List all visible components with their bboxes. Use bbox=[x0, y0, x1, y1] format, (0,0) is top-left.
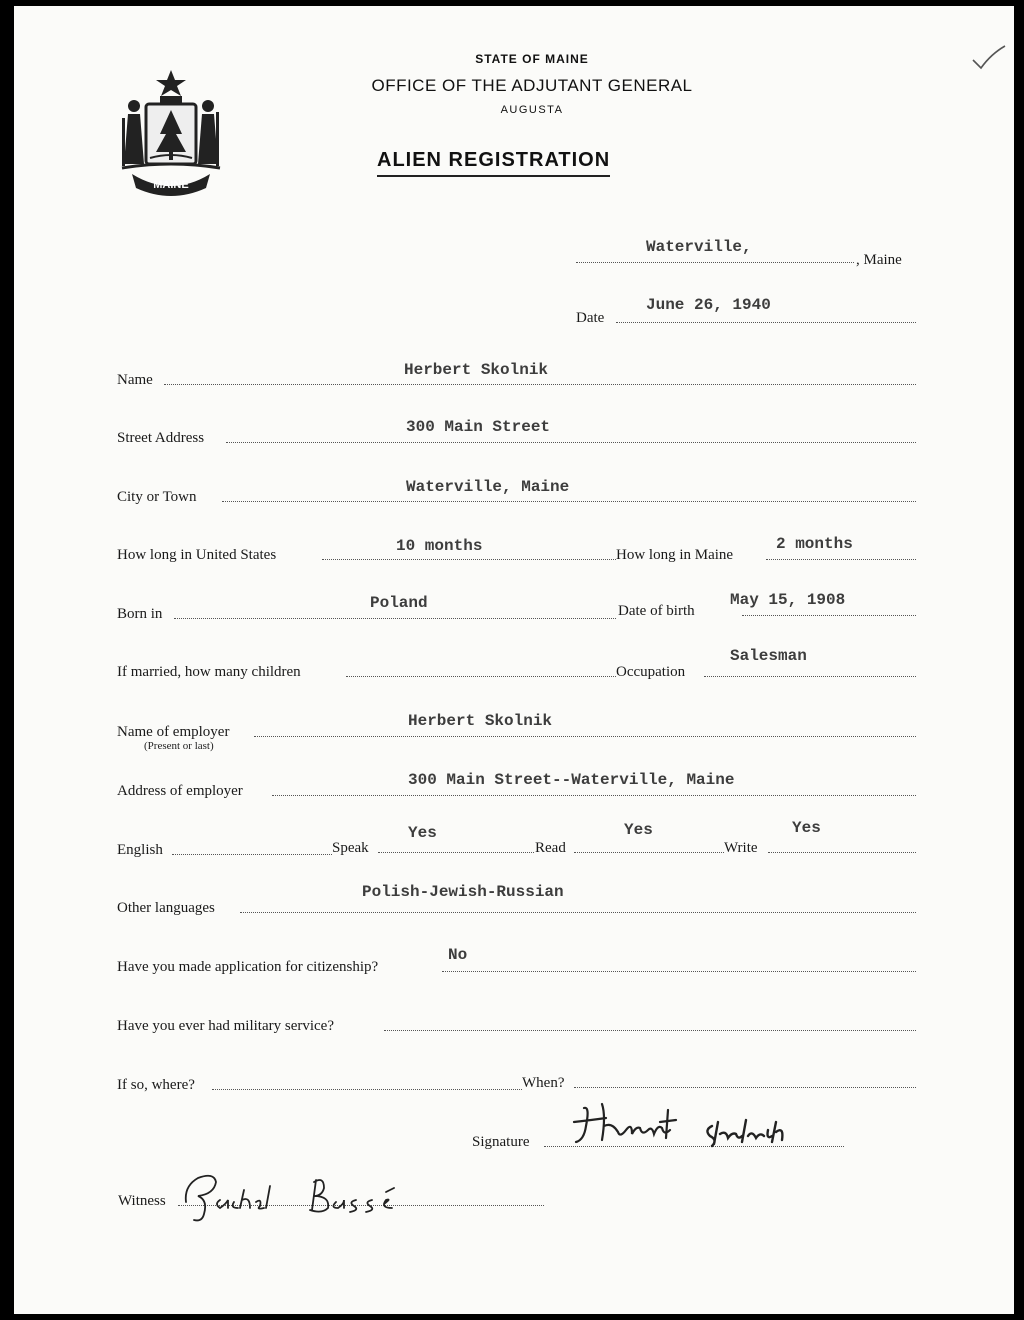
maine-duration-label: How long in Maine bbox=[616, 547, 734, 563]
maine-duration-value: 2 months bbox=[776, 535, 853, 553]
place-value: Waterville, bbox=[646, 238, 752, 256]
occupation-line bbox=[704, 676, 916, 677]
birth-date-value: May 15, 1908 bbox=[730, 591, 846, 609]
us-duration-line bbox=[322, 559, 616, 560]
state-heading: STATE OF MAINE bbox=[475, 52, 589, 66]
read-line bbox=[574, 852, 724, 853]
read-value: Yes bbox=[624, 821, 653, 839]
citizenship-line bbox=[442, 971, 916, 972]
name-value: Herbert Skolnik bbox=[404, 361, 549, 379]
place-line bbox=[576, 262, 854, 263]
signature-label: Signature bbox=[472, 1134, 530, 1150]
write-line bbox=[768, 852, 916, 853]
other-languages-line bbox=[240, 912, 916, 913]
born-in-line bbox=[174, 618, 616, 619]
citizenship-label: Have you made application for citizenship? bbox=[117, 959, 379, 975]
employer-address-label: Address of employer bbox=[117, 783, 243, 799]
maine-duration-line bbox=[766, 559, 916, 560]
when-label: When? bbox=[522, 1075, 565, 1091]
employer-sublabel: (Present or last) bbox=[144, 740, 214, 752]
city-value: Waterville, Maine bbox=[406, 478, 570, 496]
street-line bbox=[226, 442, 916, 443]
witness-handwriting bbox=[174, 1164, 474, 1226]
signature-handwriting bbox=[562, 1096, 832, 1156]
citizenship-value: No bbox=[448, 946, 468, 964]
speak-label: Speak bbox=[332, 840, 369, 856]
form-title: ALIEN REGISTRATION bbox=[377, 149, 610, 177]
speak-value: Yes bbox=[408, 824, 437, 842]
city-heading: AUGUSTA bbox=[500, 104, 564, 116]
name-line bbox=[164, 384, 916, 385]
children-line bbox=[346, 676, 616, 677]
occupation-label: Occupation bbox=[616, 664, 686, 680]
city-line bbox=[222, 501, 916, 502]
english-line bbox=[172, 854, 332, 855]
employer-value: Herbert Skolnik bbox=[408, 712, 553, 730]
employer-address-value: 300 Main Street--Waterville, Maine bbox=[408, 771, 735, 789]
street-label: Street Address bbox=[117, 430, 205, 446]
english-label: English bbox=[117, 842, 163, 858]
place-suffix: , Maine bbox=[856, 252, 902, 268]
us-duration-label: How long in United States bbox=[117, 547, 277, 563]
birth-date-line bbox=[742, 615, 916, 616]
city-label: City or Town bbox=[117, 489, 197, 505]
svg-text:MAINE: MAINE bbox=[153, 179, 189, 191]
children-label: If married, how many children bbox=[117, 664, 301, 680]
date-line bbox=[616, 322, 916, 323]
military-label: Have you ever had military service? bbox=[117, 1018, 334, 1034]
write-label: Write bbox=[724, 840, 758, 856]
birth-date-label: Date of birth bbox=[618, 603, 695, 619]
employer-line bbox=[254, 736, 916, 737]
when-line bbox=[574, 1087, 916, 1088]
registration-form bbox=[14, 6, 1014, 1314]
born-in-value: Poland bbox=[370, 594, 428, 612]
name-label: Name bbox=[117, 372, 153, 388]
us-duration-value: 10 months bbox=[396, 537, 483, 555]
where-line bbox=[212, 1089, 522, 1090]
date-label: Date bbox=[576, 310, 605, 326]
write-value: Yes bbox=[792, 819, 821, 837]
read-label: Read bbox=[535, 840, 566, 856]
occupation-value: Salesman bbox=[730, 647, 807, 665]
office-heading: OFFICE OF THE ADJUTANT GENERAL bbox=[371, 76, 693, 95]
employer-label: Name of employer bbox=[117, 724, 230, 740]
other-languages-value: Polish-Jewish-Russian bbox=[362, 883, 564, 901]
speak-line bbox=[378, 852, 534, 853]
military-line bbox=[384, 1030, 916, 1031]
other-languages-label: Other languages bbox=[117, 900, 215, 916]
employer-address-line bbox=[272, 795, 916, 796]
street-value: 300 Main Street bbox=[406, 418, 551, 436]
where-label: If so, where? bbox=[117, 1077, 195, 1093]
born-in-label: Born in bbox=[117, 606, 163, 622]
date-value: June 26, 1940 bbox=[646, 296, 771, 314]
witness-label: Witness bbox=[118, 1193, 166, 1209]
